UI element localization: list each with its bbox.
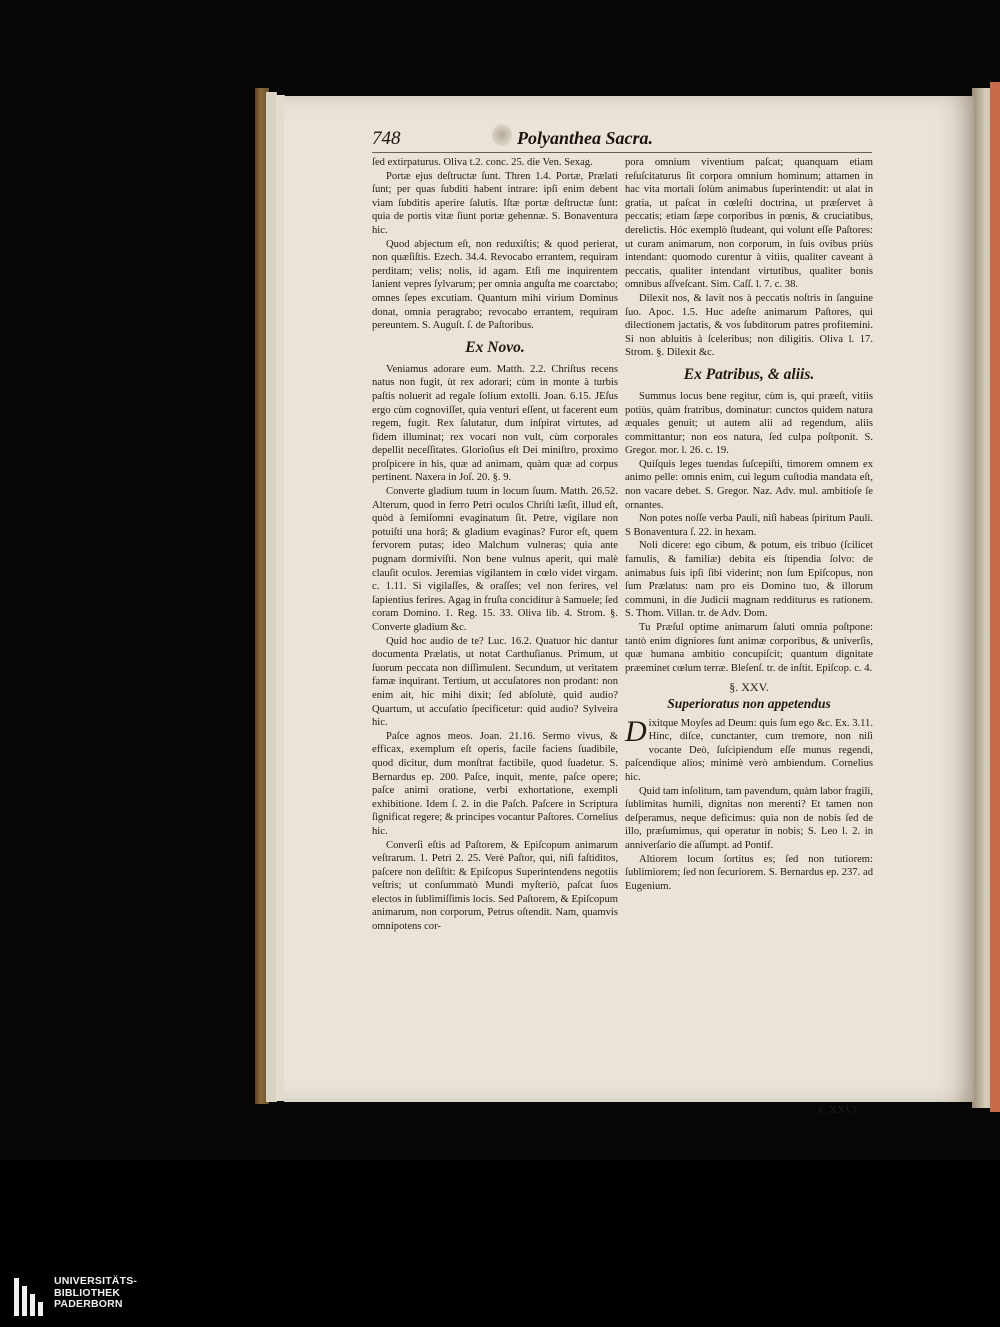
paragraph: Quid tam inſolitum, tam pavendum, quàm labor fragili, ſublimitas humili, dignitas non merenti? Et tamen non deſperamus, neque deficimus: quia non de nobis ſed de illo, præſumimus, qui operatur in nobis; S. Leo l. 2. in anniverſario die aſſumpt. ad Pontif.: [625, 785, 873, 851]
paragraph: Quod abjectum eſt, non reduxiſtis; & quod perierat, non quæſiſtis. Ezech. 34.4. Revocabo errantem, requiram perditam; velis; nolis, id agam. Etſi me inquirentem lanient vepres ſylvarum; per omnia anguſta me coarctabo; omnes ſepes excutiam. Quantum mihi virium Dominus donat, omnia peragrabo; revocabo errantem, requiram pereuntem. S. Auguſt. ſ. de Paſtoribus.: [372, 238, 618, 332]
paragraph: ſed extirpaturus. Oliva t.2. conc. 25. die Ven. Sexag.: [372, 157, 593, 168]
right-column: [625, 156, 873, 893]
paragraph: Noli dicere: ego cibum, & potum, eis tribuo (ſcilicet famulis, & familiæ) debita eis ſtipendia ſolvo: de animabus ſuis ipſi ſibi viderint; non ſum Epiſcopus, non ſum Prælatus: nam pro eis Domino tuo, & illorum communi, in die Judicii magnam redditurus es rationem. S. Thom. Villan. tr. de Adv. Dom.: [625, 540, 873, 620]
paragraph: Converte gladium tuum in locum ſuum. Matth. 26.52. Alterum, quod in ferro Petri oculos Chriſti læſit, illud eſt, quòd à ſemiſomni evaginatum ſit. Petre, vigilare non potuiſti una horâ; & gladium evaginas? Furor eſt, quem fervorem putas; ideo Malchum vulneras; quia ante pugnam dormiviſti. Non bene vulnus aperit, qui malè clauſit oculos. Jeremias vigilantem in cœlo videt virgam. c. 1.11. Si vigilaſſes, & oraſſes; vel non ferires, vel ſapientius ferires. Agag in fruſta conciditur à Samuele; ſed coram Domino. 1. Reg. 15. 33. Oliva lib. 4. Strom. §. Converte gladium &c.: [372, 486, 618, 633]
paragraph: Altiorem locum ſortitus es; ſed non tutiorem: ſublimiorem; ſed non ſecuriorem. S. Bernardus ep. 237. ad Eugenium.: [625, 853, 873, 892]
catchword: §. XXVI.: [818, 1104, 860, 1116]
paragraph: Tu Præſul optime animarum ſaluti omnia poſtpone: tantò enim digniores ſunt animæ corporibus, & univerſis, quæ humana ambitio concupiſcit; quantum dignitate præeminet cœlum terræ. Bleſenſ. tr. de inſtit. Epiſcop. c. 4.: [625, 622, 873, 674]
logo-text: [54, 1276, 137, 1311]
left-column: [372, 156, 618, 934]
paragraph: Quid hoc audio de te? Luc. 16.2. Quatuor hic dantur documenta Prælatis, ut notat Carthuſianus. Primum, ut ſuorum peccata non diſſimulent. Secundum, ut veritatem famæ inquirant. Tertium, ut accuſatores non prodant: non enim ait, hic mihi dixit; ſed abſolutè, quid audio? Quartum, ut accuſatio ſpecificetur: quid audio? Sylveira hic.: [372, 635, 618, 729]
logo-line: UNIVERSITÄTS-: [54, 1275, 138, 1287]
ink-smudge: [492, 124, 512, 146]
page-header: [372, 128, 912, 152]
paragraph: Paſce agnos meos. Joan. 21.16. Sermo vivus, & efficax, exemplum eſt operis, facile faciens ſuadibile, quod dicitur, dum monſtrat factibile, quod ſuadetur. S. Bernardus ep. 200. Paſce, inquit, mente, paſce opere; paſce animi oratione, verbi exhortatione, exempli exhibitione. Idem ſ. 2. in die Paſch. Paſcere in Scriptura ſignificat regere; & principes vocantur Paſtores. Cornelius hic.: [372, 730, 618, 837]
logo-line: PADERBORN: [54, 1298, 123, 1310]
section-number: §. XXV.: [729, 680, 769, 695]
running-title: Polyanthea Sacra.: [517, 128, 654, 148]
logo-line: BIBLIOTHEK: [54, 1286, 121, 1299]
paragraph: [625, 714, 873, 785]
paragraph: Dilexit nos, & lavit nos à peccatis noſtris in ſanguine ſuo. Apoc. 1.5. Huc adeſte animarum Paſtores, qui dilectionem jactatis, & vos ſubditorum patres profitemini. Si non abluitis à ſceleribus; non diligitis. Oliva l. 17. Strom. §. Dilexit &c.: [625, 292, 873, 359]
paragraph: Non potes noſſe verba Pauli, niſi habeas ſpiritum Pauli. S Bonaventura ſ. 22. in hexam.: [625, 513, 873, 538]
paragraph: Portæ ejus deſtructæ ſunt. Thren 1.4. Portæ, Prælati ſunt; per quas ſubditi habent intrare: ipſi enim debent viam ſubditis aperire ſalutis. Iſtæ portæ deſtructæ ſunt: quia de portis vitæ ſiunt portæ gehennæ. S. Bonaventura hic.: [372, 170, 618, 236]
library-logo[interactable]: [14, 1276, 154, 1316]
paragraph: pora omnium viventium paſcat; quanquam etiam reſuſcitaturus ſit corpora omnium hominum; attamen in hac vita mortali ſolùm animabus ſuperintendit: ut alat in gratia, ut paſcat in cœleſti doctrina, ut præſervet à peccatis; etiam ſæpe corporibus in pœnis, & cruciatibus, derelictis. Hóc exemplò ſtudeant, qui volunt eſſe Paſtores: ut curam animarum, non corporum, in ſuis ovibus priùs intendant: quomodo curentur à vitiis, qualiter caveant à peccatis, qualiter intendant virtutibus, qualiter bonis omnibus aſſveſcant. Sim. Caſſ. l. 7. c. 38.: [625, 157, 873, 291]
paragraph: Veniamus adorare eum. Matth. 2.2. Chriſtus recens natus non fugit, ùt rex adorari; cùm in monte à turbis paſtis noluerit ad regale ſolium extolli. Joan. 6.15. JEſus ergo cùm cognoviſſet, quia venturi eſſent, ut facerent eum regem, fugit. Rex ſalutatur, dum inſpirat virtutes, ad fidem illuminat; rex vocari non vult, cùm corporales depellit neceſſitates. Glorioſius eſt Dei miniſtro, proximo proſpicere in his, quæ ad animam, quàm quæ ad corpus pertinent. Naxera in Joſ. 20. §. 9.: [372, 363, 618, 484]
page-edge-red: [990, 82, 1000, 1112]
section-heading: Ex Novo.: [465, 338, 525, 356]
section-title: Superioratus non appetendus: [667, 695, 831, 711]
paragraph: Converſi eſtis ad Paſtorem, & Epiſcopum animarum veſtrarum. 1. Petri 2. 25. Verè Paſtor, qui, niſi faſtiditos, paſcere non deſiſtit: & Epiſcopus Superintendens negotiis veſtris; ut conſummatò Mundi myſteriò, paſcat ſuos electos in ſublimiſſimis locis. Sed Paſtorem, & Epiſcopum animarum, non corporum, Petrus oſtendit. Nam, quamvis omnipotens cor-: [372, 839, 618, 933]
paragraph-text: ixitque Moyſes ad Deum: quis ſum ego &c. Ex. 3.11. Hinc, diſce, cunctanter, cum tremore, non niſi vocante Deò, ſuſcipiendum eſſe munus regendi, paſcendique alios; minimè verò ambiendum. Cornelius hic.: [625, 717, 873, 783]
header-rule: [372, 152, 872, 153]
paragraph: Summus locus bene regitur, cùm is, qui præeſt, vitiis potiùs, quàm fratribus, dominatur: cunctos quidem natura æquales genuit; ut autem alii ad regendum, aliis committantur; non eos natura, ſed culpa poſtponit. S. Gregor. mor. l. 26. c. 19.: [625, 390, 873, 457]
page-number: 748: [372, 128, 401, 149]
section-heading: Ex Patribus, & aliis.: [683, 365, 815, 383]
drop-cap: D: [625, 714, 647, 748]
paragraph: Quiſquis leges tuendas ſuſcepiſti, timorem omnem ex animo pelle: omnis enim, cui legum cuſtodia mandata eſt, non vacare debet. S. Gregor. Naz. Adv. mul. ambitioſe ſe ornantes.: [625, 458, 873, 511]
